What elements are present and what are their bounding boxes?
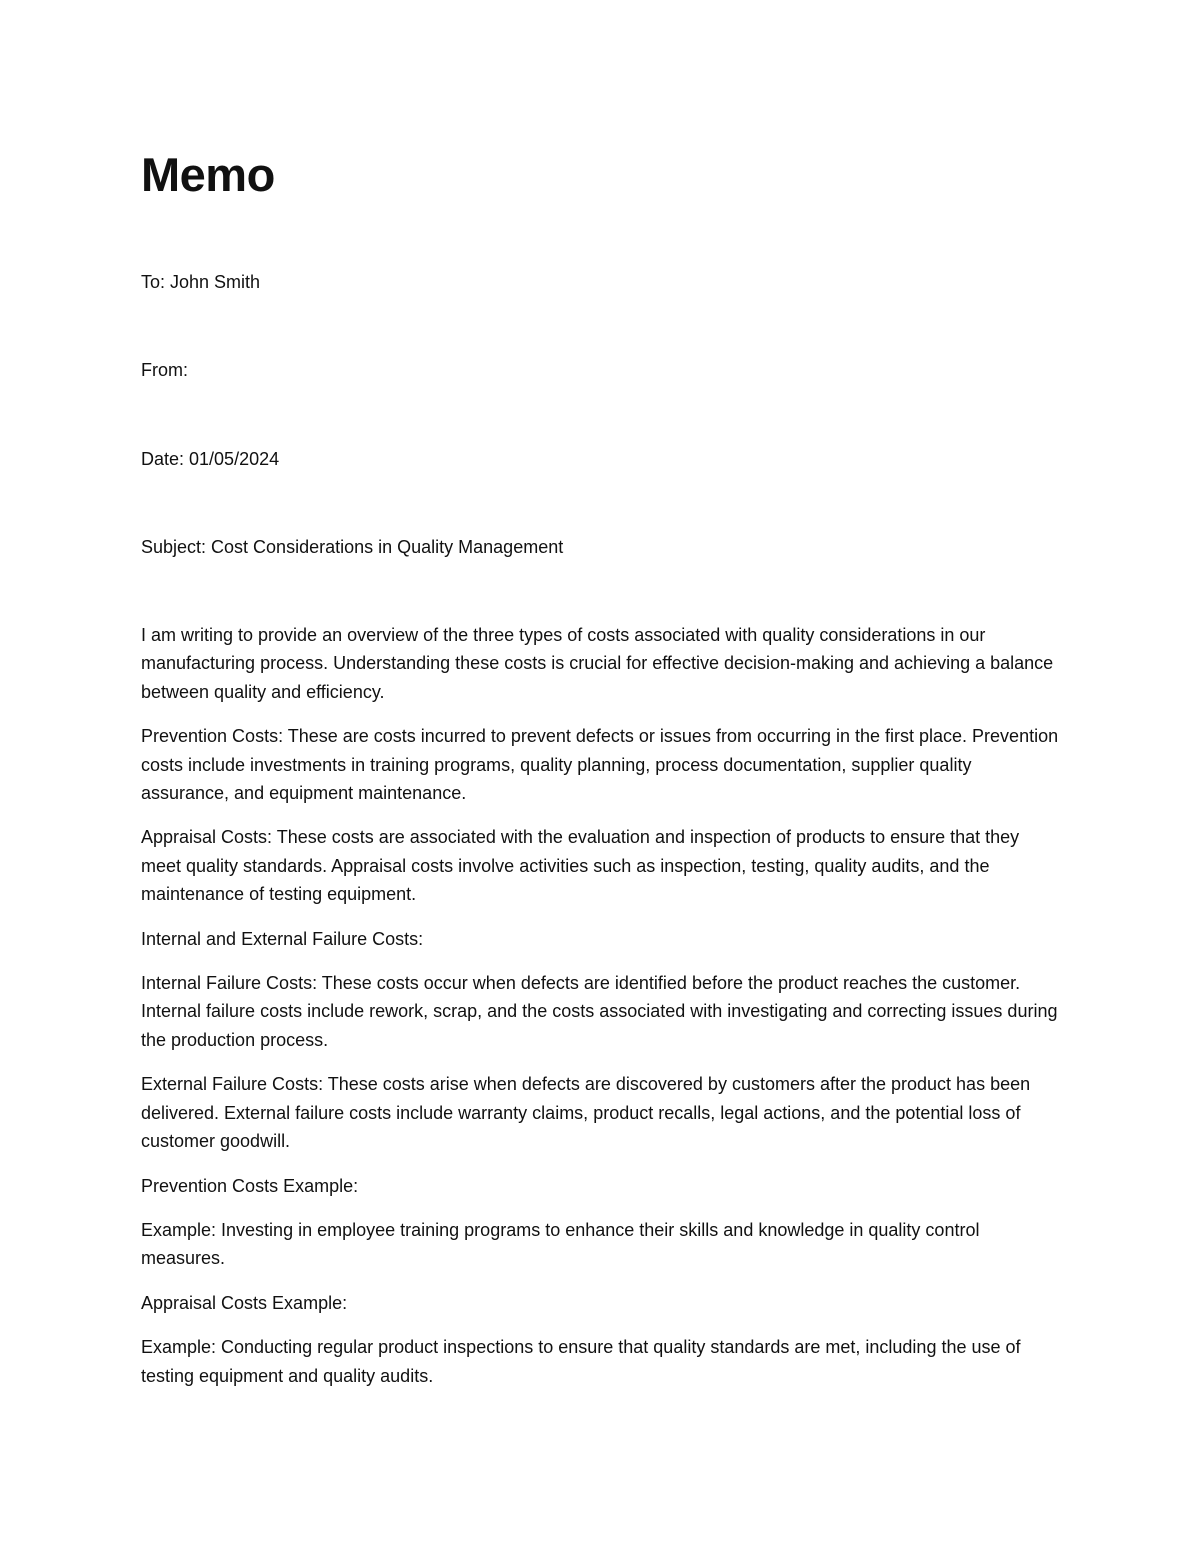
memo-body <box>141 621 1059 1406</box>
external-failure-costs-paragraph: External Failure Costs: These costs arise when defects are discovered by customers after the product has been delivered. External failure costs include warranty claims, product recalls, legal actions, and the potential loss of customer goodwill. <box>141 1074 1031 1152</box>
memo-title: Memo <box>141 148 275 201</box>
memo-to-line: To: John Smith <box>141 272 261 292</box>
internal-failure-costs-paragraph: Internal Failure Costs: These costs occur when defects are identified before the product reaches the customer. Internal failure costs include rework, scrap, and the costs associated with investigating and correcting issues during the production process. <box>141 973 1058 1050</box>
memo-subject-line: Subject: Cost Considerations in Quality Management <box>141 537 564 557</box>
intro-paragraph: I am writing to provide an overview of the three types of costs associated with quality considerations in our manufacturing process. Understanding these costs is crucial for effective decision-making and achieving a balance between quality and efficiency. <box>141 625 1054 702</box>
memo-from-line: From: <box>141 360 188 380</box>
appraisal-example-heading: Appraisal Costs Example: <box>141 1292 348 1313</box>
memo-date-line: Date: 01/05/2024 <box>141 449 280 469</box>
failure-costs-heading: Internal and External Failure Costs: <box>141 928 424 949</box>
appraisal-example-paragraph: Example: Conducting regular product inspections to ensure that quality standards are met, including the use of testing equipment and quality audits. <box>141 1337 1021 1386</box>
appraisal-costs-paragraph: Appraisal Costs: These costs are associated with the evaluation and inspection of products to ensure that they meet quality standards. Appraisal costs involve activities such as inspection, testing, quality audits, and the maintenance of testing equipment. <box>141 827 1020 905</box>
prevention-costs-paragraph: Prevention Costs: These are costs incurred to prevent defects or issues from occurring in the first place. Prevention costs include investments in training programs, quality planning, process documentation, supplier quality assurance, and equipment maintenance. <box>141 726 1059 804</box>
prevention-example-heading: Prevention Costs Example: <box>141 1175 359 1196</box>
prevention-example-paragraph: Example: Investing in employee training programs to enhance their skills and knowledge in quality control measures. <box>141 1219 980 1269</box>
